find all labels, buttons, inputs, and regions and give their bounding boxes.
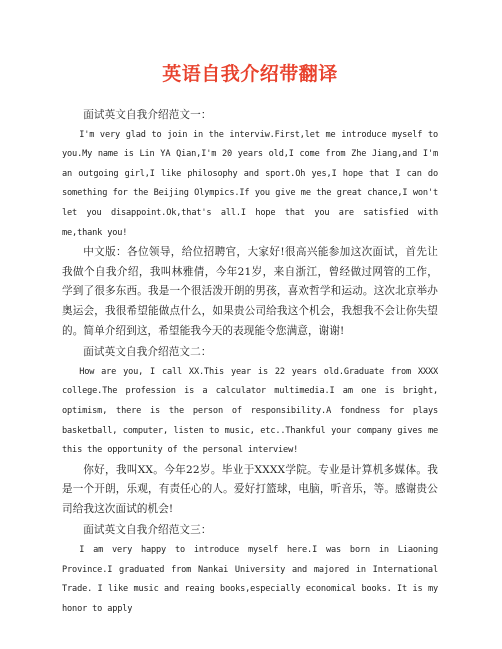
section-heading-3: 面试英文自我介绍范文三：	[83, 524, 212, 537]
section-heading-1: 面试英文自我介绍范文一：	[83, 109, 212, 121]
chinese-paragraph-1: 中文版：各位领导，给位招聘官，大家好!很高兴能参加这次面试，首先让我做个自我介绍，我叫林雅倩，今年21岁，来自浙江，曾经做过网管的工作，学到了很多东西。我是一个很活泼开朗的男孩，喜欢哲学和运动。这次北京举办奥运会，我很希望能做点什么，如果贵公司给我这个机会，我想我不会让你失望的。简单介绍到这，希望能我今天的表现能令您满意，谢谢!	[62, 246, 438, 337]
section-heading-2: 面试英文自我介绍范文二：	[83, 346, 212, 359]
document-page	[62, 60, 438, 619]
english-paragraph-1: I'm very glad to join in the interviw.First,let me introduce myself to you.My name is Lin YA Qian,I'm 20 years old,I come from Zhe Jiang,and I'm an outgoing girl,I like philosophy and sport.Oh yes,I hope that I can do something for the Beijing Olympics.If you give me the great chance,I won't let you disappoint.Ok,that's all.I hope that you are satisfied with me,thank you!	[62, 129, 438, 238]
chinese-paragraph-2: 你好，我叫XX。今年22岁。毕业于XXXX学院。专业是计算机多媒体。我是一个开朗，乐观，有责任心的人。爱好打篮球，电脑，听音乐，等。感谢贵公司给我这次面试的机会!	[62, 463, 438, 515]
document-title: 英语自我介绍带翻译	[162, 63, 338, 85]
english-paragraph-2: How are you, I call XX.This year is 22 years old.Graduate from XXXX college.The profession is a calculator multimedia.I am one is bright, optimism, there is the person of responsibility.A fondness for plays basketball, computer, listen to music, etc..Thankful your company gives me this the opportunity of the personal interview!	[62, 366, 438, 456]
english-paragraph-3: I am very happy to introduce myself here.I was born in Liaoning Province.I graduated from Nankai University and majored in International Trade. I like music and reaing books,especially economical books. It is my honor to apply	[62, 545, 438, 614]
